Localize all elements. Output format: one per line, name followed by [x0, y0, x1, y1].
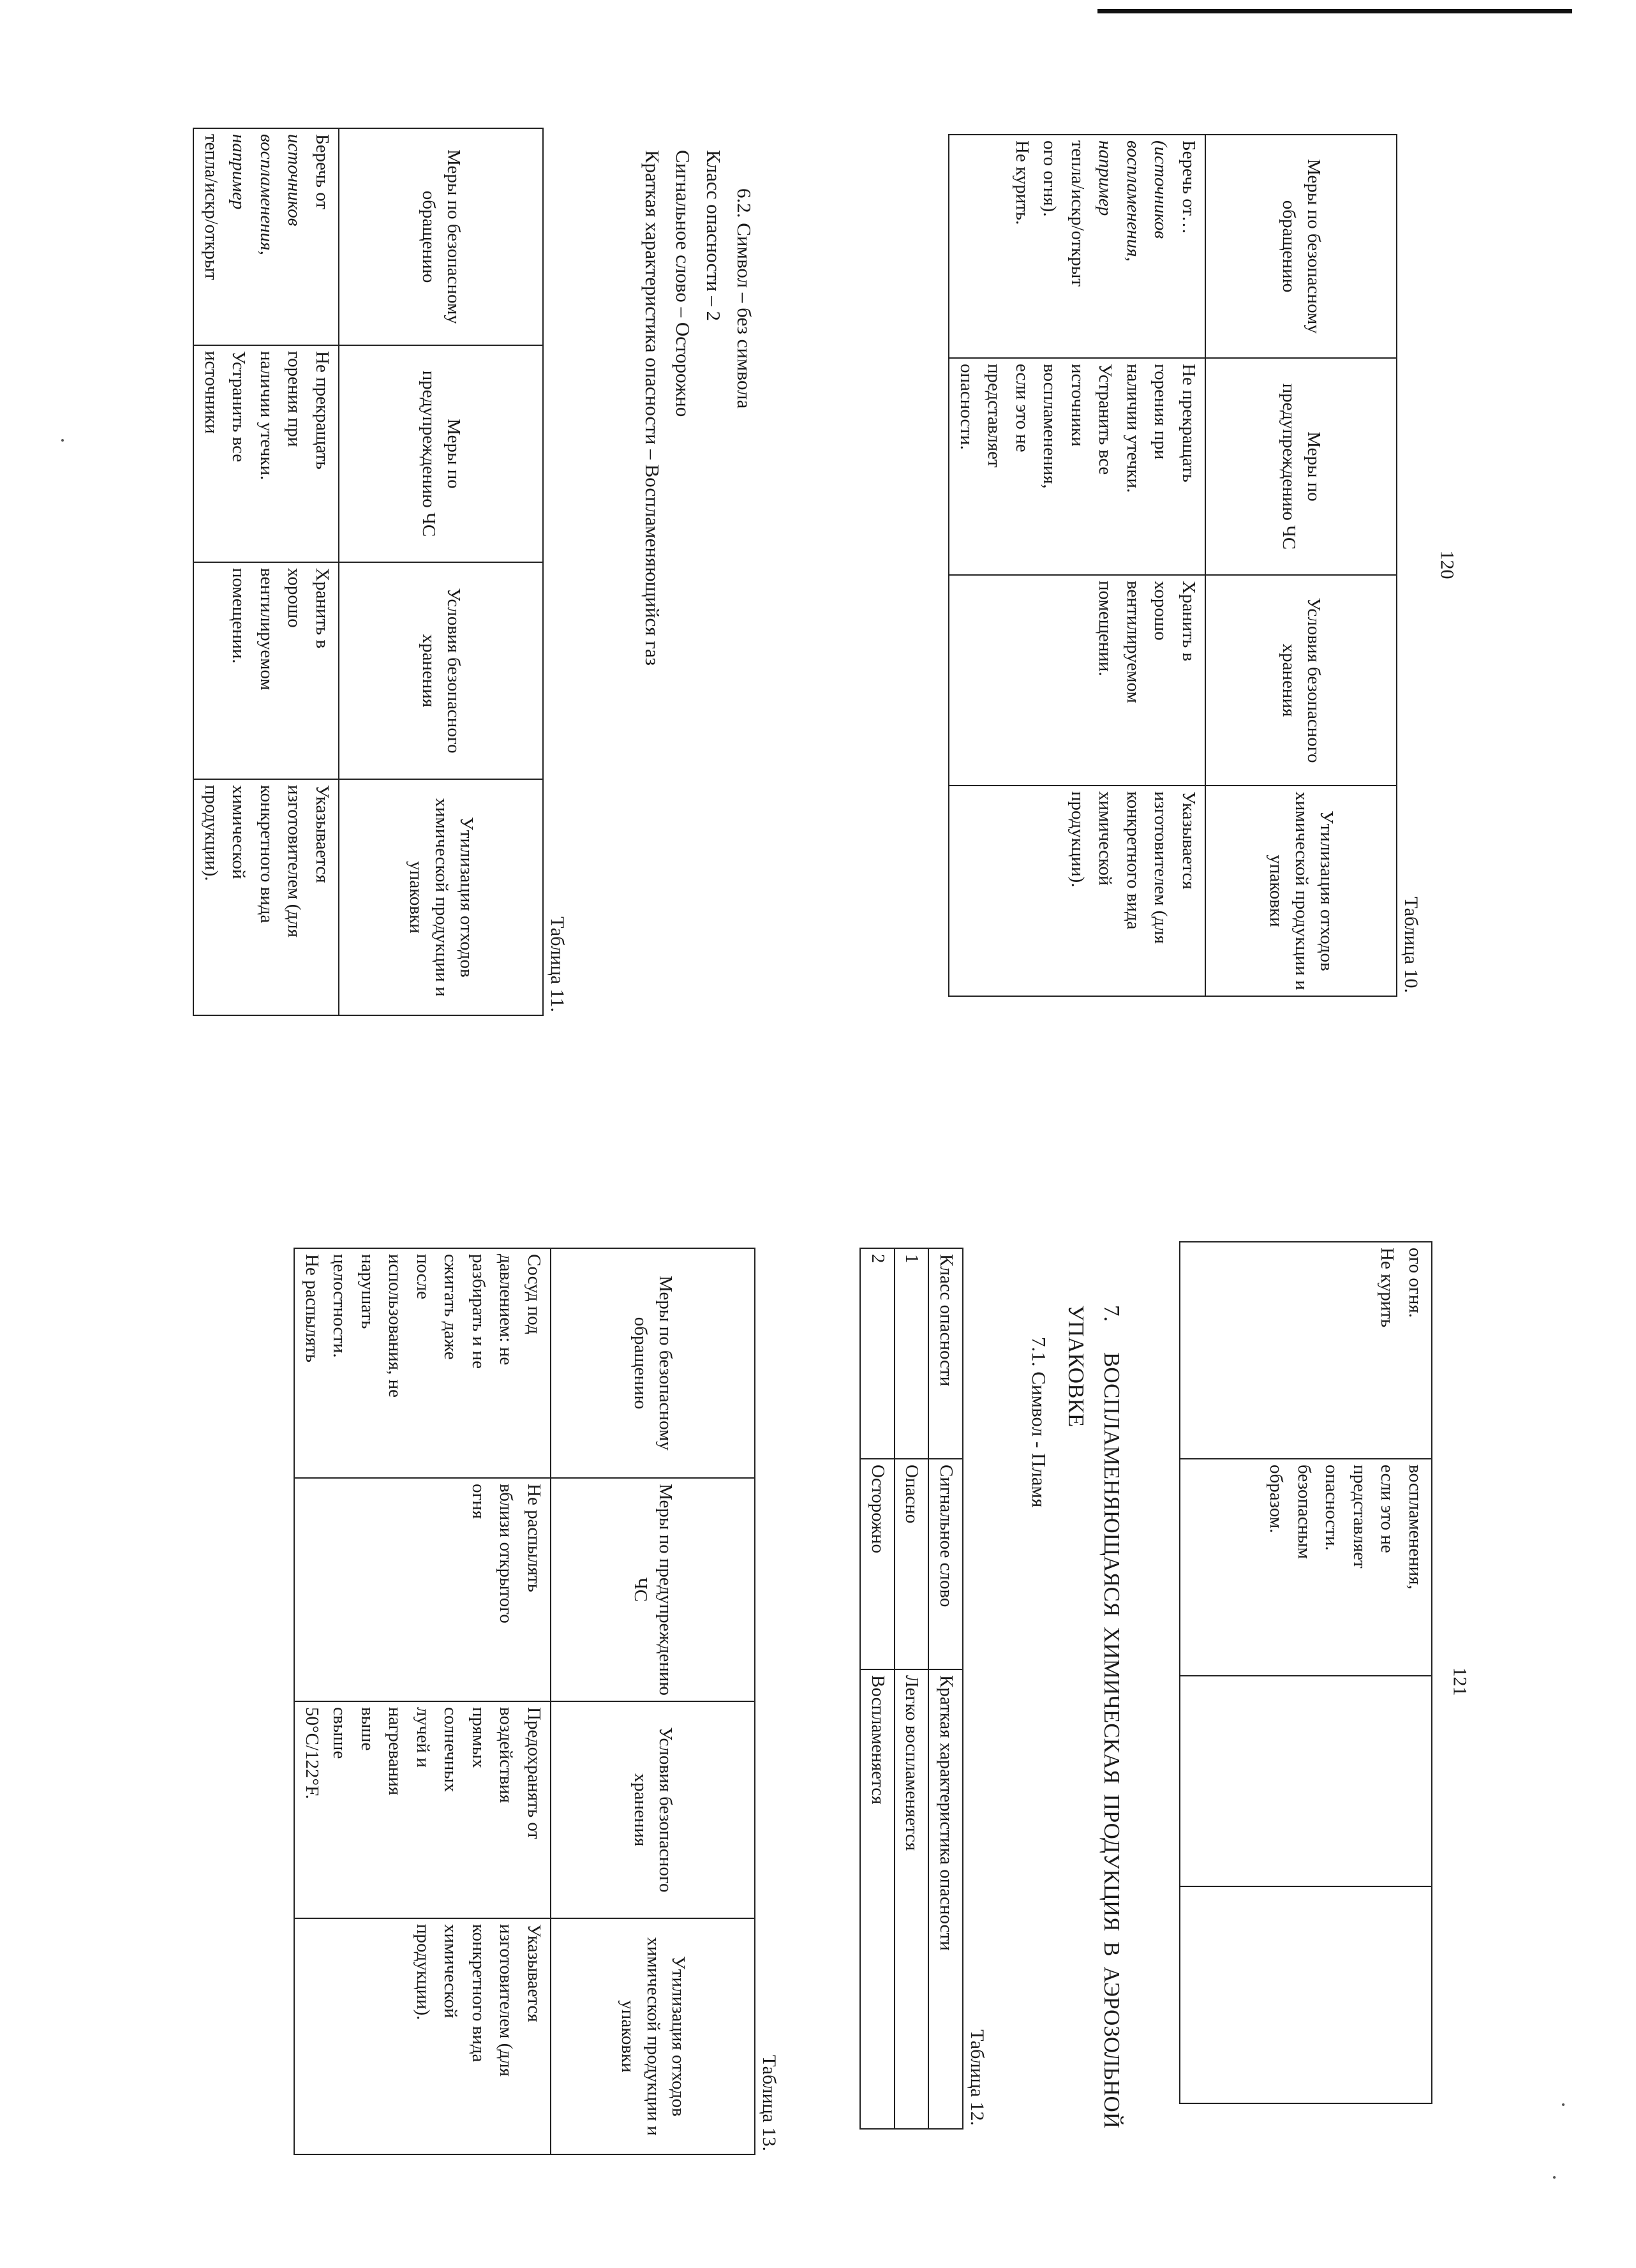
header-cell: Условия безопасного хранения [339, 562, 543, 779]
table-header-row [551, 1248, 755, 2154]
paragraph: Класс опасности – 2 [702, 150, 725, 322]
table-row [1180, 1242, 1432, 2103]
header-cell: Класс опасности [929, 1248, 963, 1459]
table-12 [860, 1248, 988, 2128]
table-caption: Таблица 13. [759, 2055, 780, 2151]
header-cell: Сигнальное слово [929, 1459, 963, 1669]
page-number: 121 [1449, 1667, 1471, 1696]
header-cell: Меры по безопасному обращению [551, 1248, 755, 1478]
table-continued [1179, 1241, 1432, 2103]
header-cell: Утилизация отходов химической продукции и упаковки [1205, 786, 1397, 996]
table-cell [1180, 1676, 1432, 1886]
table-caption: Таблица 12. [967, 2029, 988, 2126]
table-cell: Беречь от… (источников воспламенения, например тепла/искр/открыт ого огня). Не курить. [949, 135, 1206, 358]
section-subtitle: 7.1. Символ - Пламя [1028, 1337, 1050, 1508]
table-cell: Сосуд под давлением: не разбирать и не сжигать даже после использования, не нарушать целостности. Не распылять [295, 1248, 551, 1478]
table-cell: Предохранять от воздействия прямых солнечных лучей и нагревания выше свыше 50°C/122°F. [295, 1701, 551, 1918]
header-cell: Утилизация отходов химической продукции и упаковки [551, 1918, 755, 2154]
table-cell: Указывается изготовителем (для конкретного вида химической продукции). [949, 786, 1206, 996]
table-cell: Хранить в хорошо вентилируемом помещении. [949, 575, 1206, 786]
header-cell: Меры по предупреждению ЧС [1205, 358, 1397, 575]
table-header-row [929, 1248, 963, 2129]
table-caption: Таблица 11. [547, 916, 568, 1012]
table-cell: Указывается изготовителем (для конкретного вида химической продукции). [295, 1918, 551, 2154]
page-number: 120 [1436, 550, 1458, 579]
table-cell: 1 [895, 1248, 929, 1459]
paragraph: Краткая характеристика опасности – Воспламеняющийся газ [641, 150, 664, 666]
table-row [895, 1248, 929, 2129]
table-row [295, 1248, 551, 2154]
table-row [861, 1248, 895, 2129]
header-cell: Меры по безопасному обращению [339, 128, 543, 345]
table-cell: Беречь от источников воспламенения, например тепла/искр/открыт [194, 128, 339, 345]
table-cell [1180, 1886, 1432, 2103]
table-cell: Воспламеняется [861, 1669, 895, 2129]
table-cell: Не распылять вблизи открытого огня [295, 1478, 551, 1701]
table-13 [294, 1248, 780, 2154]
table-cell: Осторожно [861, 1459, 895, 1669]
table-cell: Не прекращать горения при наличии утечки. Устранить все источники [194, 345, 339, 562]
section-title: 7. ВОСПЛАМЕНЯЮЩАЯСЯ ХИМИЧЕСКАЯ ПРОДУКЦИЯ В АЭРОЗОЛЬНОЙ УПАКОВКЕ [1064, 1305, 1124, 2128]
header-cell: Краткая характеристика опасности [929, 1669, 963, 2129]
header-cell: Условия безопасного хранения [551, 1701, 755, 1918]
header-cell: Меры по предупреждению ЧС [339, 345, 543, 562]
table-caption: Таблица 10. [1401, 897, 1422, 993]
table-cell: Не прекращать горения при наличии утечки. Устранить все источники воспламенения, если это не представляет опасности. [949, 358, 1206, 575]
header-cell: Меры по предупреждению ЧС [551, 1478, 755, 1701]
table-cell: Хранить в хорошо вентилируемом помещении. [194, 562, 339, 779]
header-cell: Утилизация отходов химической продукции и упаковки [339, 779, 543, 1015]
section-title: 6.2. Символ – без символа [733, 188, 755, 409]
table-cell: Указывается изготовителем (для конкретного вида химической продукции). [194, 779, 339, 1015]
paragraph: Сигнальное слово – Осторожно [671, 150, 694, 417]
table-cell: Легко воспламеняется [895, 1669, 929, 2129]
section-7 [1023, 1248, 1129, 2128]
table-cell: ого огня. Не курить [1180, 1242, 1432, 1459]
table-cell: Опасно [895, 1459, 929, 1669]
header-cell: Меры по безопасному обращению [1205, 135, 1397, 358]
table-cell: 2 [861, 1248, 895, 1459]
table-cell: воспламенения, если это не представляет опасности. безопасным образом. [1180, 1459, 1432, 1676]
header-cell: Условия безопасного хранения [1205, 575, 1397, 786]
